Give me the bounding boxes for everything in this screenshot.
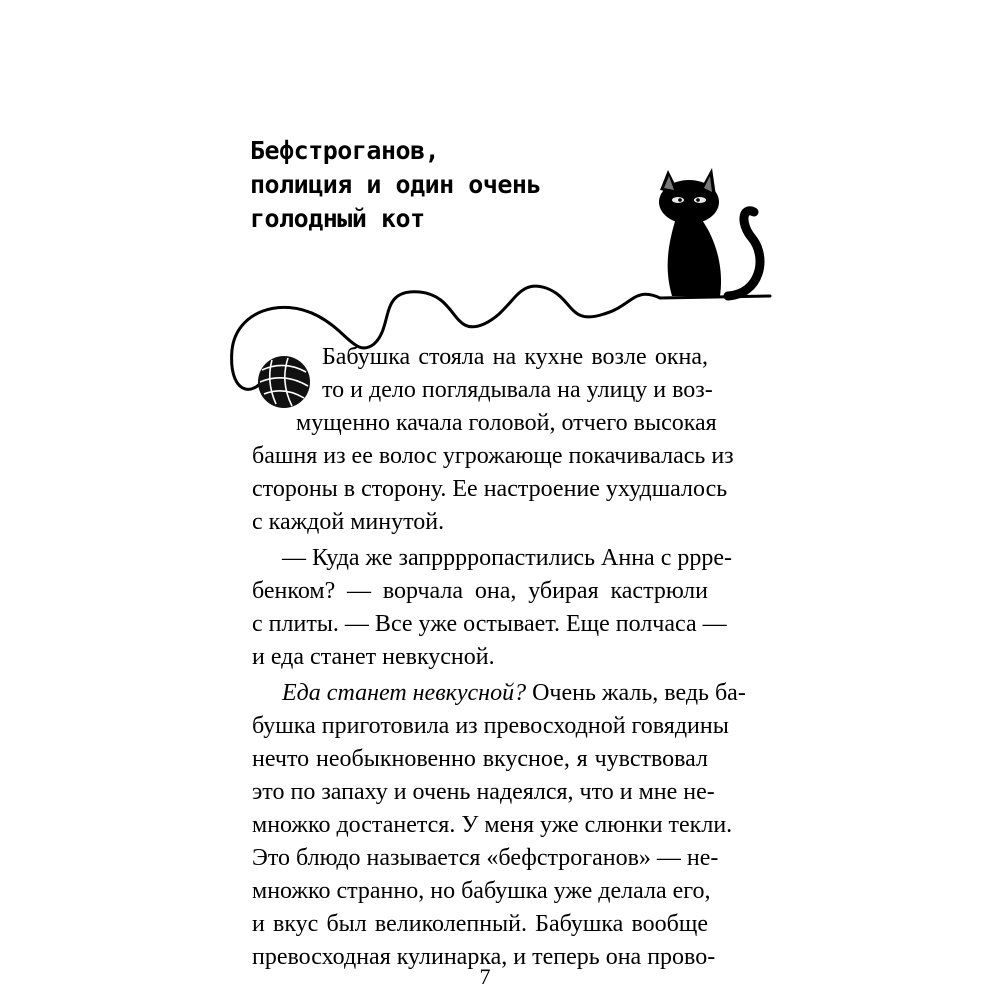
chapter-title-line: Бефстроганов, bbox=[250, 136, 440, 165]
text-line: башня из ее волос угрожающе покачивалась из bbox=[252, 443, 734, 469]
text-line-rest: Очень жаль, ведь ба- bbox=[526, 680, 746, 706]
text-line: Это блюдо называется «бефстроганов» — не- bbox=[252, 845, 719, 871]
text-line: — Куда же запрррропастились Анна с ррре- bbox=[282, 545, 732, 571]
text-line: бушка приготовила из превосходной говядины bbox=[252, 713, 729, 739]
chapter-title-line: полиция и один очень bbox=[250, 170, 542, 199]
text-line: и вкус был великолепный. Бабушка вообще bbox=[252, 911, 708, 937]
chapter-title-line: голодный кот bbox=[250, 204, 425, 233]
text-line: превосходная кулинарка, и теперь она прово- bbox=[252, 944, 716, 970]
text-line: бенком? — ворчала она, убирая кастрюли bbox=[252, 578, 708, 604]
text-line: Бабушка стояла на кухне возле окна, bbox=[322, 344, 708, 370]
text-line: то и дело поглядывала на улицу и воз- bbox=[322, 377, 713, 403]
text-line: множко достанется. У меня уже слюнки текли. bbox=[252, 812, 733, 838]
black-cat-icon bbox=[659, 168, 760, 296]
text-line: это по запаху и очень надеялся, что и мне не- bbox=[252, 779, 715, 805]
text-line: стороны в сторону. Ее настроение ухудшалось bbox=[252, 476, 728, 502]
text-line: множко странно, но бабушка уже делала его, bbox=[252, 878, 711, 904]
text-line: с каждой минутой. bbox=[252, 509, 445, 535]
text-line: и еда станет невкусной. bbox=[252, 644, 495, 670]
page-number: 7 bbox=[479, 964, 491, 989]
text-line: нечто необыкновенно вкусное, я чувствовал bbox=[252, 746, 708, 772]
text-line: с плиты. — Все уже остывает. Еще полчаса — bbox=[252, 611, 727, 637]
text-line bbox=[282, 676, 746, 711]
yarn-ball-icon bbox=[258, 356, 310, 408]
text-line: мущенно качала головой, отчего высокая bbox=[296, 410, 717, 436]
italic-phrase: Еда станет невкусной? bbox=[282, 680, 527, 706]
